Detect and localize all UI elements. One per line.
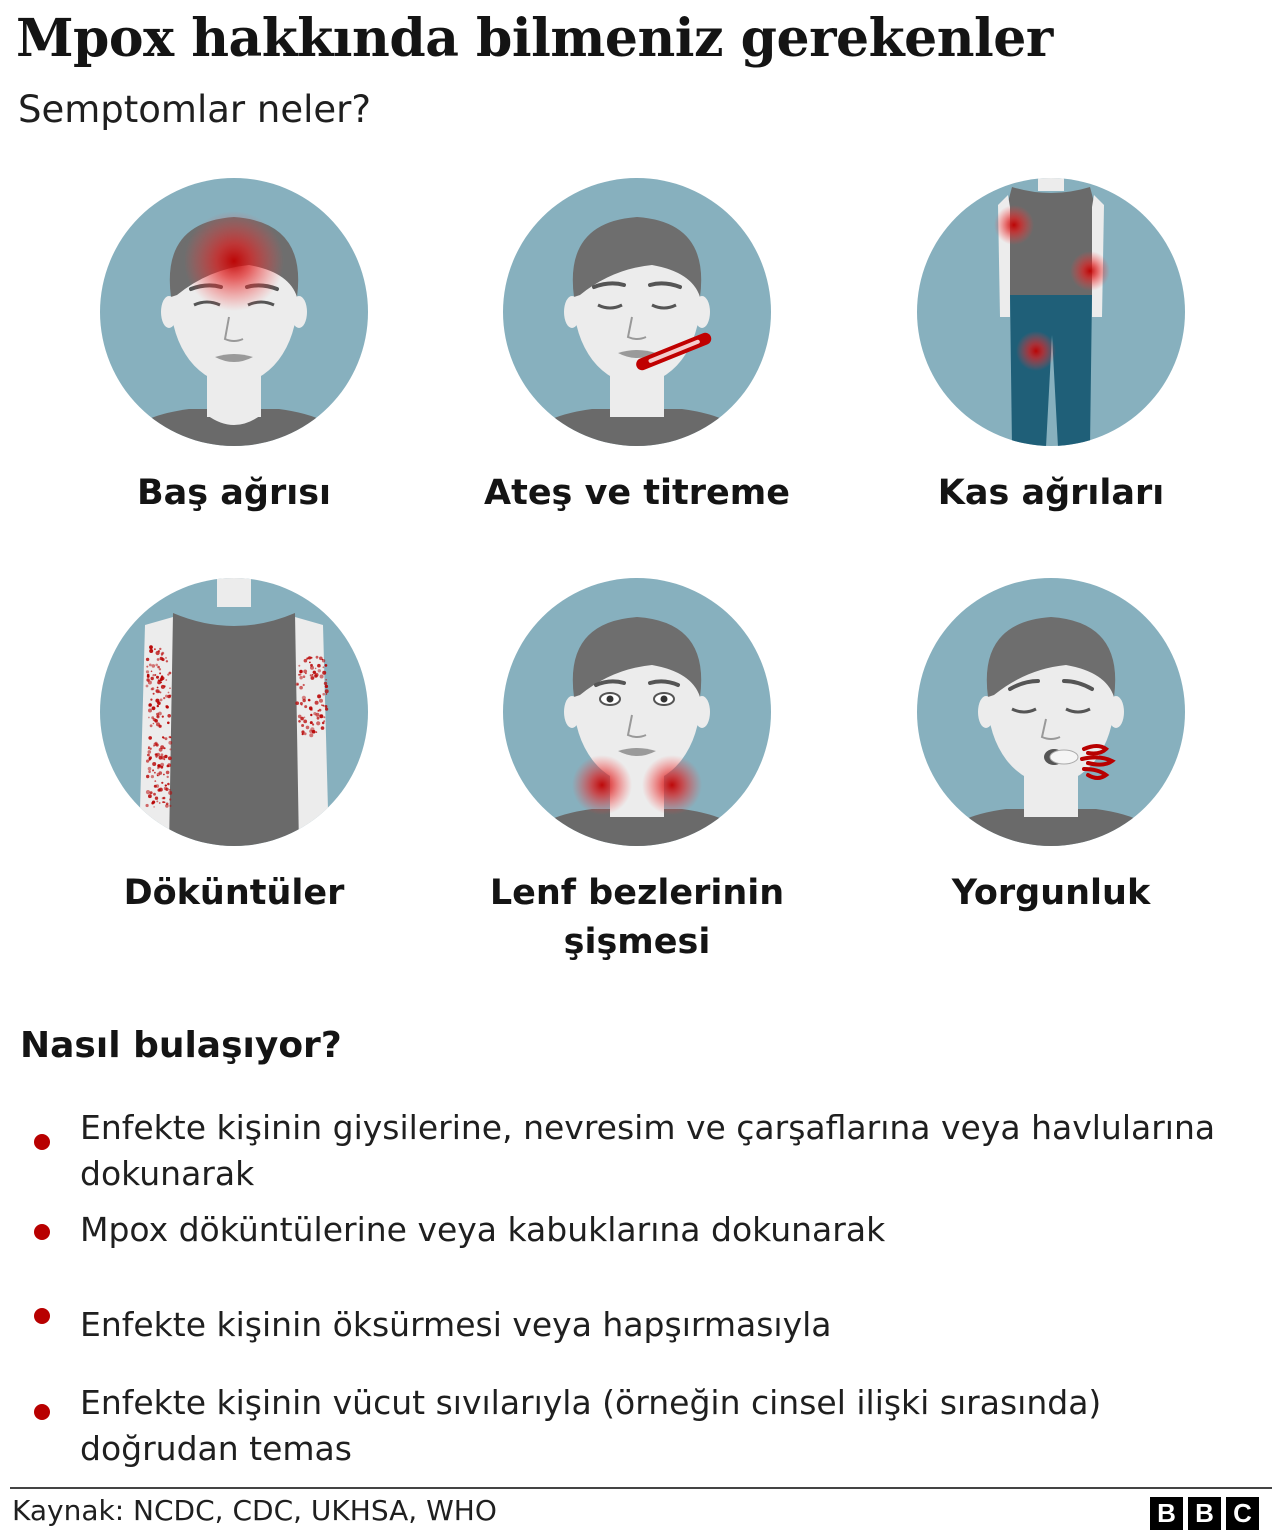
list-item-text: Enfekte kişinin vücut sıvılarıyla (örneğin cinsel ilişki sırasında) doğrudan temas (80, 1383, 1102, 1468)
symptom-label: Döküntüler (123, 873, 345, 913)
page-subtitle: Semptomlar neler? (18, 88, 371, 131)
headache-icon (99, 177, 369, 447)
footer-divider (10, 1487, 1272, 1489)
symptom-label: Ateş ve titreme (484, 473, 790, 513)
symptom-fatigue (851, 577, 1251, 918)
swollen-lymph-nodes-icon (502, 577, 772, 847)
list-item-text: Enfekte kişinin öksürmesi veya hapşırmasıyla (80, 1305, 832, 1344)
logo-letter: C (1226, 1497, 1259, 1530)
symptom-label: Lenf bezlerinin şişmesi (489, 873, 785, 962)
thermometer-fever-icon (502, 177, 772, 447)
bullet-dot-icon (34, 1308, 50, 1324)
bbc-logo (1150, 1497, 1259, 1530)
logo-letter: B (1150, 1497, 1183, 1530)
symptom-label: Yorgunluk (951, 873, 1151, 913)
list-item-text: Enfekte kişinin giysilerine, nevresim ve çarşaflarına veya havlularına dokunarak (80, 1108, 1216, 1193)
symptom-fever (437, 177, 837, 518)
bullet-dot-icon (34, 1224, 50, 1240)
symptom-rash (34, 577, 434, 918)
symptom-muscle-pain (851, 177, 1251, 518)
rash-icon (99, 577, 369, 847)
symptom-label: Baş ağrısı (136, 473, 332, 513)
page-title: Mpox hakkında bilmeniz gerekenler (16, 8, 1053, 69)
muscle-pain-icon (916, 177, 1186, 447)
list-item-text: Mpox döküntülerine veya kabuklarına dokunarak (80, 1210, 886, 1249)
bullet-dot-icon (34, 1134, 50, 1150)
symptom-headache (34, 177, 434, 518)
transmission-title: Nasıl bulaşıyor? (20, 1025, 342, 1066)
bullet-dot-icon (34, 1404, 50, 1420)
fatigue-icon (916, 577, 1186, 847)
symptom-label: Kas ağrıları (937, 473, 1165, 513)
symptom-lymph (437, 577, 837, 967)
logo-letter: B (1188, 1497, 1221, 1530)
source-credit: Kaynak: NCDC, CDC, UKHSA, WHO (12, 1494, 497, 1527)
